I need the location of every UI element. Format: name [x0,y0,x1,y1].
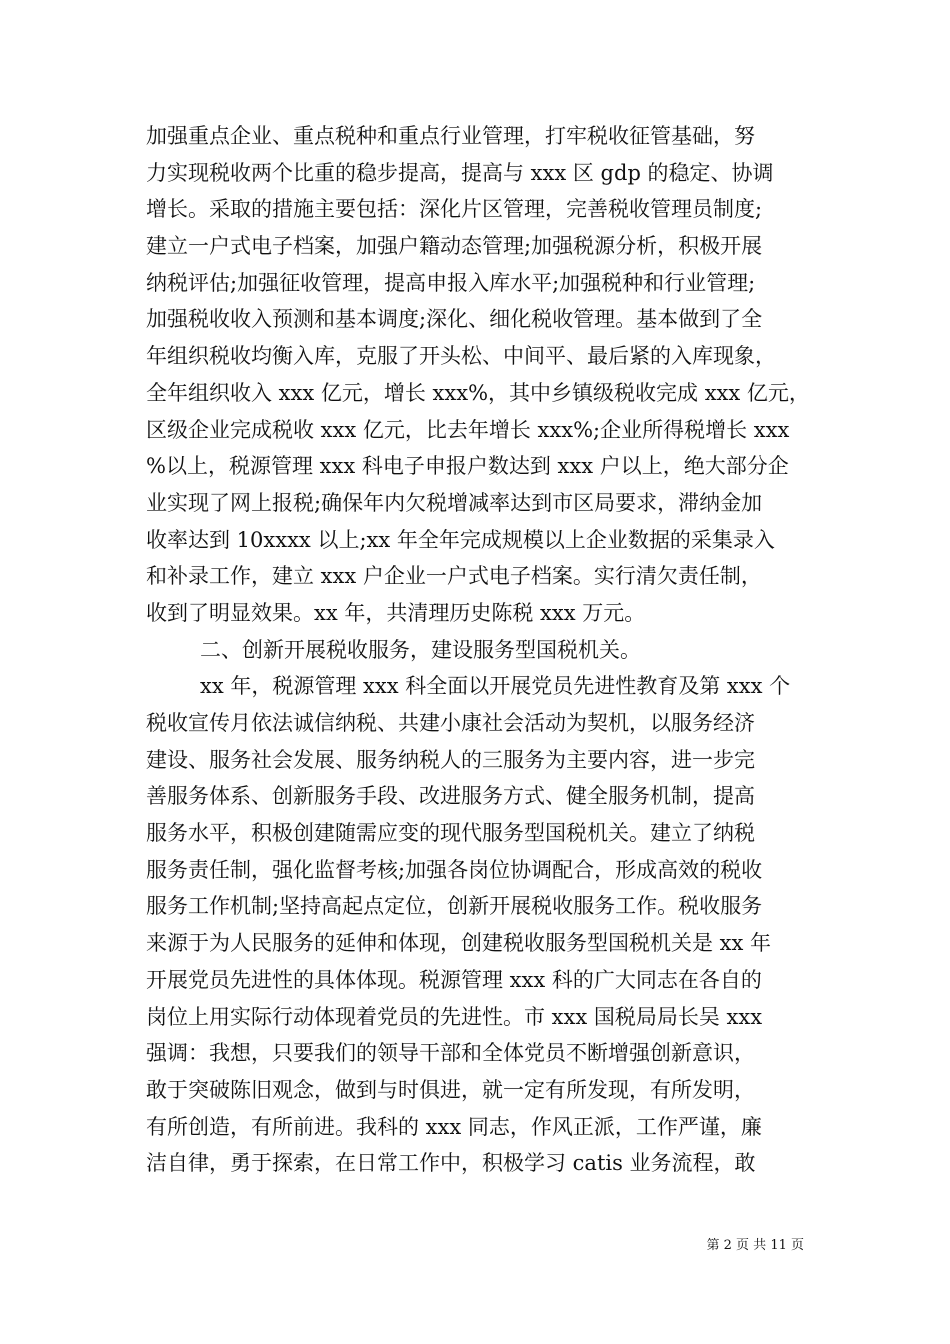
text-line: 建立一户式电子档案，加强户籍动态管理;加强税源分析，积极开展 [146,234,763,259]
text-line: 收率达到 10xxxx 以上;xx 年全年完成规模以上企业数据的采集录入 [146,527,775,552]
document-body [146,118,811,1182]
paragraph-first-line: xx 年，税源管理 xxx 科全面以开展党员先进性教育及第 xxx 个 [200,674,791,699]
text-line: 洁自律，勇于探索，在日常工作中，积极学习 catis 业务流程，敢 [146,1151,756,1176]
text-line: 年组织税收均衡入库，克服了开头松、中间平、最后紧的入库现象， [146,344,776,369]
text-line: 业实现了网上报税;确保年内欠税增减率达到市区局要求，滞纳金加 [146,490,763,515]
text-line: 全年组织收入 xxx 亿元，增长 xxx%，其中乡镇级税收完成 xxx 亿元， [146,380,810,405]
text-line: 开展党员先进性的具体体现。税源管理 xxx 科的广大同志在各自的 [146,967,762,992]
text-line: 服务水平，积极创建随需应变的现代服务型国税机关。建立了纳税 [146,821,755,846]
text-line: 和补录工作，建立 xxx 户企业一户式电子档案。实行清欠责任制， [146,564,762,589]
text-line: 善服务体系、创新服务手段、改进服务方式、健全服务机制，提高 [146,784,755,809]
text-line: 服务责任制，强化监督考核;加强各岗位协调配合，形成高效的税收 [146,857,763,882]
text-line: 增长。采取的措施主要包括：深化片区管理，完善税收管理员制度; [146,197,763,222]
text-line: 来源于为人民服务的延伸和体现，创建税收服务型国税机关是 xx 年 [146,931,772,956]
text-line: 力实现税收两个比重的稳步提高，提高与 xxx 区 gdp 的稳定、协调 [146,160,774,185]
text-line: 加强重点企业、重点税种和重点行业管理，打牢税收征管基础，努 [146,124,755,148]
text-line: 纳税评估;加强征收管理，提高申报入库水平;加强税种和行业管理; [146,270,756,295]
text-line: 收到了明显效果。xx 年，共清理历史陈税 xxx 万元。 [146,600,646,625]
text-line: 建设、服务社会发展、服务纳税人的三服务为主要内容，进一步完 [146,747,755,772]
text-line: 岗位上用实际行动体现着党员的先进性。市 xxx 国税局局长吴 xxx [146,1004,763,1029]
page-number-footer: 第 2 页 共 11 页 [706,1238,804,1253]
text-line: 区级企业完成税收 xxx 亿元，比去年增长 xxx%;企业所得税增长 xxx [146,417,790,442]
text-line: 敢于突破陈旧观念，做到与时俱进，就一定有所发现，有所发明， [146,1077,755,1102]
section-heading: 二、创新开展税收服务，建设服务型国税机关。 [200,637,641,662]
text-line: 强调：我想，只要我们的领导干部和全体党员不断增强创新意识， [146,1041,755,1066]
text-line: 加强税收收入预测和基本调度;深化、细化税收管理。基本做到了全 [146,307,763,332]
text-line: 税收宣传月依法诚信纳税、共建小康社会活动为契机，以服务经济 [146,711,755,735]
text-line: 有所创造，有所前进。我科的 xxx 同志，作风正派，工作严谨，廉 [146,1114,762,1139]
text-line: 服务工作机制;坚持高起点定位，创新开展税收服务工作。税收服务 [146,894,763,919]
text-line: %以上，税源管理 xxx 科电子申报户数达到 xxx 户以上，绝大部分企 [146,454,789,479]
